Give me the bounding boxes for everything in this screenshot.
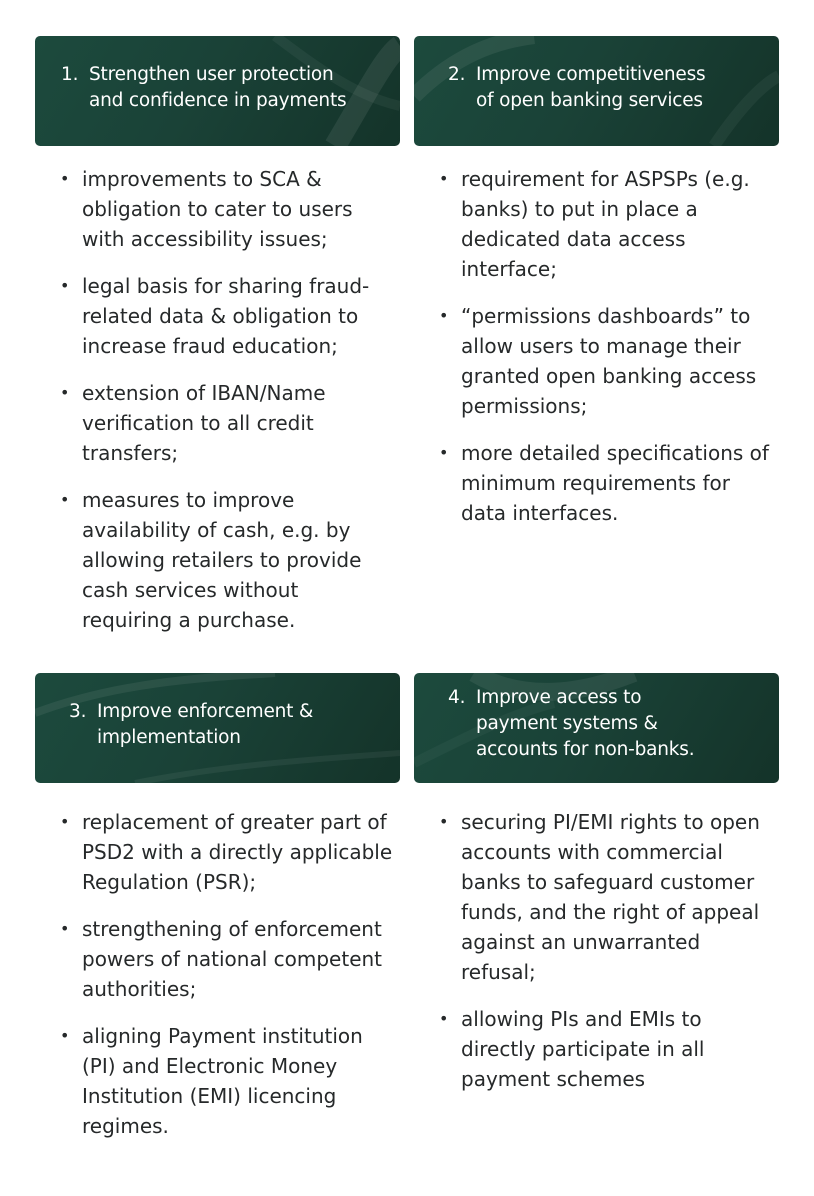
list-item: • aligning Payment institution (PI) and Electronic Money Institution (EMI) licencing regimes. <box>60 1024 363 1138</box>
section-2-title: 2. Improve competitiveness of open banking services <box>448 64 706 111</box>
list-item: • more detailed specifications of minimum requirements for data interfaces. <box>439 441 769 525</box>
list-item: • allowing PIs and EMIs to directly participate in all payment schemes <box>439 1007 705 1091</box>
list-item: • requirement for ASPSPs (e.g. banks) to put in place a dedicated data access interface; <box>439 167 750 281</box>
list-item: • improvements to SCA & obligation to cater to users with accessibility issues; <box>60 167 353 251</box>
section-number: 2. <box>448 64 466 85</box>
section-4-list <box>439 807 774 1111</box>
section-number: 4. <box>448 687 466 708</box>
section-2-header <box>414 36 779 146</box>
list-item: • replacement of greater part of PSD2 with a directly applicable Regulation (PSR); <box>60 810 393 894</box>
section-3-header <box>35 673 400 783</box>
section-4-header <box>414 673 779 783</box>
section-1-list <box>60 164 382 652</box>
section-number: 1. <box>61 64 79 85</box>
list-item: • securing PI/EMI rights to open accounts with commercial banks to safeguard customer funds, and the right of appeal against an unwarranted refusal; <box>439 810 760 984</box>
section-number: 3. <box>69 701 87 722</box>
section-1-title: 1. Strengthen user protection and confidence in payments <box>61 64 347 111</box>
list-item: • “permissions dashboards” to allow users to manage their granted open banking access permissions; <box>439 304 757 418</box>
section-4-title: 4. Improve access to payment systems & accounts for non-banks. <box>448 687 695 760</box>
section-1-header <box>35 36 400 146</box>
list-item: • legal basis for sharing fraud-related data & obligation to increase fraud education; <box>60 274 370 358</box>
section-3-title: 3. Improve enforcement & implementation <box>69 701 314 748</box>
list-item: • measures to improve availability of cash, e.g. by allowing retailers to provide cash services without requiring a purchase. <box>60 488 362 632</box>
list-item: • extension of IBAN/Name verification to all credit transfers; <box>60 381 326 465</box>
list-item: • strengthening of enforcement powers of national competent authorities; <box>60 917 383 1001</box>
section-3-list <box>60 807 395 1158</box>
section-2-list <box>439 164 774 545</box>
